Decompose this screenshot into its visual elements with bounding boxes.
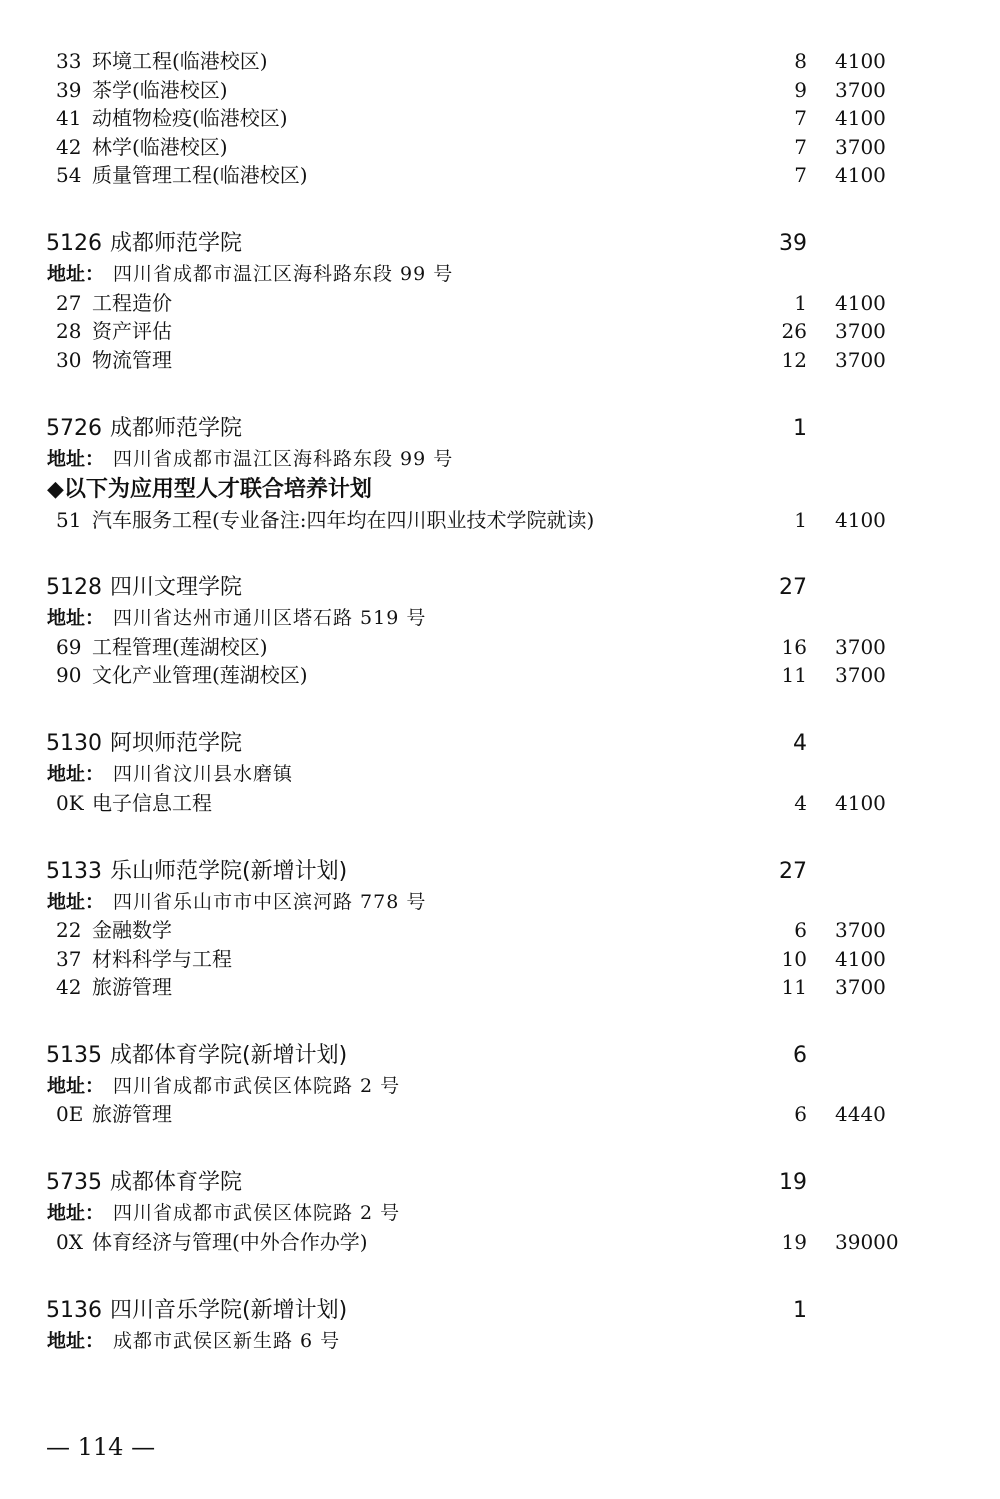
institution-code: 5126 — [46, 231, 102, 256]
address-label: 地址： — [47, 1202, 105, 1224]
major-code: 0K — [56, 791, 84, 815]
major-row — [0, 289, 1000, 317]
major-fee: 3700 — [835, 975, 886, 999]
institution-count: 27 — [779, 859, 807, 884]
page-number: — 114 — — [46, 1433, 156, 1461]
major-code: 69 — [56, 635, 82, 659]
major-fee: 3700 — [835, 319, 886, 343]
major-name: 材料科学与工程 — [92, 947, 232, 971]
address-value: 四川省汶川县水磨镇 — [113, 763, 294, 785]
institution-address — [0, 1200, 1000, 1226]
address-label: 地址： — [47, 763, 105, 785]
major-count: 7 — [794, 106, 807, 130]
institution-address — [0, 605, 1000, 631]
institution-count: 6 — [793, 1043, 807, 1068]
address-label: 地址： — [47, 607, 105, 629]
major-row — [0, 916, 1000, 944]
major-row — [0, 506, 1000, 534]
address-value: 四川省乐山市市中区滨河路 778 号 — [113, 891, 427, 913]
major-code: 30 — [56, 348, 82, 372]
major-name: 文化产业管理(莲湖校区) — [92, 663, 308, 687]
major-fee: 4100 — [835, 106, 886, 130]
address-label: 地址： — [47, 1075, 105, 1097]
institution-header — [0, 1296, 1000, 1326]
institution-address — [0, 446, 1000, 472]
institution-address — [0, 761, 1000, 787]
major-count: 1 — [794, 508, 807, 532]
institution-address — [0, 1073, 1000, 1099]
major-row — [0, 76, 1000, 104]
major-fee: 3700 — [835, 635, 886, 659]
major-code: 22 — [56, 918, 82, 942]
institution-name: 成都师范学院 — [110, 416, 243, 441]
major-count: 1 — [794, 291, 807, 315]
institution-name: 四川文理学院 — [110, 575, 243, 600]
institution-count: 19 — [779, 1170, 807, 1195]
major-fee: 4100 — [835, 947, 886, 971]
major-code: 41 — [56, 106, 82, 130]
major-name: 体育经济与管理(中外合作办学) — [92, 1230, 368, 1254]
major-row — [0, 945, 1000, 973]
major-code: 42 — [56, 135, 82, 159]
institution-name: 阿坝师范学院 — [110, 731, 243, 756]
major-count: 6 — [794, 918, 807, 942]
address-label: 地址： — [47, 263, 105, 285]
major-row — [0, 973, 1000, 1001]
major-name: 工程造价 — [92, 291, 172, 315]
major-fee: 39000 — [835, 1230, 899, 1254]
address-label: 地址： — [47, 1330, 105, 1352]
major-code: 39 — [56, 78, 82, 102]
major-count: 11 — [781, 975, 807, 999]
institution-header — [0, 857, 1000, 887]
institution-name: 乐山师范学院(新增计划) — [110, 859, 348, 884]
institution-name: 成都体育学院(新增计划) — [110, 1043, 348, 1068]
institution-count: 4 — [793, 731, 807, 756]
major-count: 8 — [794, 49, 807, 73]
major-count: 6 — [794, 1102, 807, 1126]
plan-note — [0, 475, 1000, 505]
major-row — [0, 633, 1000, 661]
address-label: 地址： — [47, 448, 105, 470]
major-row — [0, 317, 1000, 345]
institution-code: 5130 — [46, 731, 102, 756]
major-fee: 4100 — [835, 508, 886, 532]
address-value: 四川省成都市温江区海科路东段 99 号 — [113, 448, 454, 470]
major-row — [0, 346, 1000, 374]
institution-address — [0, 889, 1000, 915]
major-code: 33 — [56, 49, 82, 73]
major-count: 16 — [781, 635, 807, 659]
institution-code: 5133 — [46, 859, 102, 884]
institution-name: 成都师范学院 — [110, 231, 243, 256]
major-name: 环境工程(临港校区) — [92, 49, 268, 73]
major-code: 28 — [56, 319, 82, 343]
major-name: 旅游管理 — [92, 975, 172, 999]
major-fee: 3700 — [835, 78, 886, 102]
institution-code: 5726 — [46, 416, 102, 441]
major-row — [0, 661, 1000, 689]
major-row — [0, 1228, 1000, 1256]
major-name: 茶学(临港校区) — [92, 78, 228, 102]
major-code: 37 — [56, 947, 82, 971]
institution-name: 成都体育学院 — [110, 1170, 243, 1195]
institution-address — [0, 261, 1000, 287]
major-fee: 4100 — [835, 791, 886, 815]
major-row — [0, 47, 1000, 75]
major-code: 27 — [56, 291, 82, 315]
major-count: 7 — [794, 163, 807, 187]
institution-header — [0, 573, 1000, 603]
major-count: 9 — [794, 78, 807, 102]
major-fee: 3700 — [835, 348, 886, 372]
major-count: 19 — [781, 1230, 807, 1254]
institution-code: 5136 — [46, 1298, 102, 1323]
institution-address — [0, 1328, 1000, 1354]
major-code: 90 — [56, 663, 82, 687]
major-row — [0, 133, 1000, 161]
institution-header — [0, 729, 1000, 759]
major-fee: 3700 — [835, 663, 886, 687]
institution-header — [0, 229, 1000, 259]
major-code: 51 — [56, 508, 82, 532]
institution-count: 1 — [793, 416, 807, 441]
major-name: 汽车服务工程(专业备注:四年均在四川职业技术学院就读) — [92, 508, 595, 532]
major-name: 旅游管理 — [92, 1102, 172, 1126]
address-value: 四川省成都市武侯区体院路 2 号 — [113, 1202, 401, 1224]
major-name: 动植物检疫(临港校区) — [92, 106, 288, 130]
major-fee: 3700 — [835, 135, 886, 159]
address-value: 四川省成都市武侯区体院路 2 号 — [113, 1075, 401, 1097]
major-name: 资产评估 — [92, 319, 172, 343]
institution-count: 1 — [793, 1298, 807, 1323]
major-row — [0, 789, 1000, 817]
address-value: 成都市武侯区新生路 6 号 — [113, 1330, 341, 1352]
major-code: 0E — [56, 1102, 84, 1126]
major-name: 质量管理工程(临港校区) — [92, 163, 308, 187]
major-fee: 3700 — [835, 918, 886, 942]
institution-header — [0, 414, 1000, 444]
major-count: 26 — [781, 319, 807, 343]
address-value: 四川省达州市通川区塔石路 519 号 — [113, 607, 427, 629]
major-count: 10 — [781, 947, 807, 971]
major-count: 12 — [781, 348, 807, 372]
major-count: 7 — [794, 135, 807, 159]
major-row — [0, 161, 1000, 189]
major-code: 42 — [56, 975, 82, 999]
institution-code: 5128 — [46, 575, 102, 600]
major-fee: 4100 — [835, 163, 886, 187]
major-name: 电子信息工程 — [92, 791, 212, 815]
institution-count: 39 — [779, 231, 807, 256]
major-name: 林学(临港校区) — [92, 135, 228, 159]
institution-count: 27 — [779, 575, 807, 600]
major-code: 54 — [56, 163, 82, 187]
address-value: 四川省成都市温江区海科路东段 99 号 — [113, 263, 454, 285]
institution-code: 5135 — [46, 1043, 102, 1068]
institution-name: 四川音乐学院(新增计划) — [110, 1298, 348, 1323]
address-label: 地址： — [47, 891, 105, 913]
major-row — [0, 104, 1000, 132]
institution-header — [0, 1041, 1000, 1071]
institution-code: 5735 — [46, 1170, 102, 1195]
plan-note-text: ◆以下为应用型人才联合培养计划 — [47, 477, 372, 502]
major-name: 物流管理 — [92, 348, 172, 372]
major-name: 工程管理(莲湖校区) — [92, 635, 268, 659]
major-fee: 4100 — [835, 49, 886, 73]
institution-header — [0, 1168, 1000, 1198]
major-fee: 4100 — [835, 291, 886, 315]
major-fee: 4440 — [835, 1102, 886, 1126]
major-count: 4 — [794, 791, 807, 815]
major-row — [0, 1100, 1000, 1128]
major-name: 金融数学 — [92, 918, 172, 942]
major-count: 11 — [781, 663, 807, 687]
major-code: 0X — [56, 1230, 83, 1254]
